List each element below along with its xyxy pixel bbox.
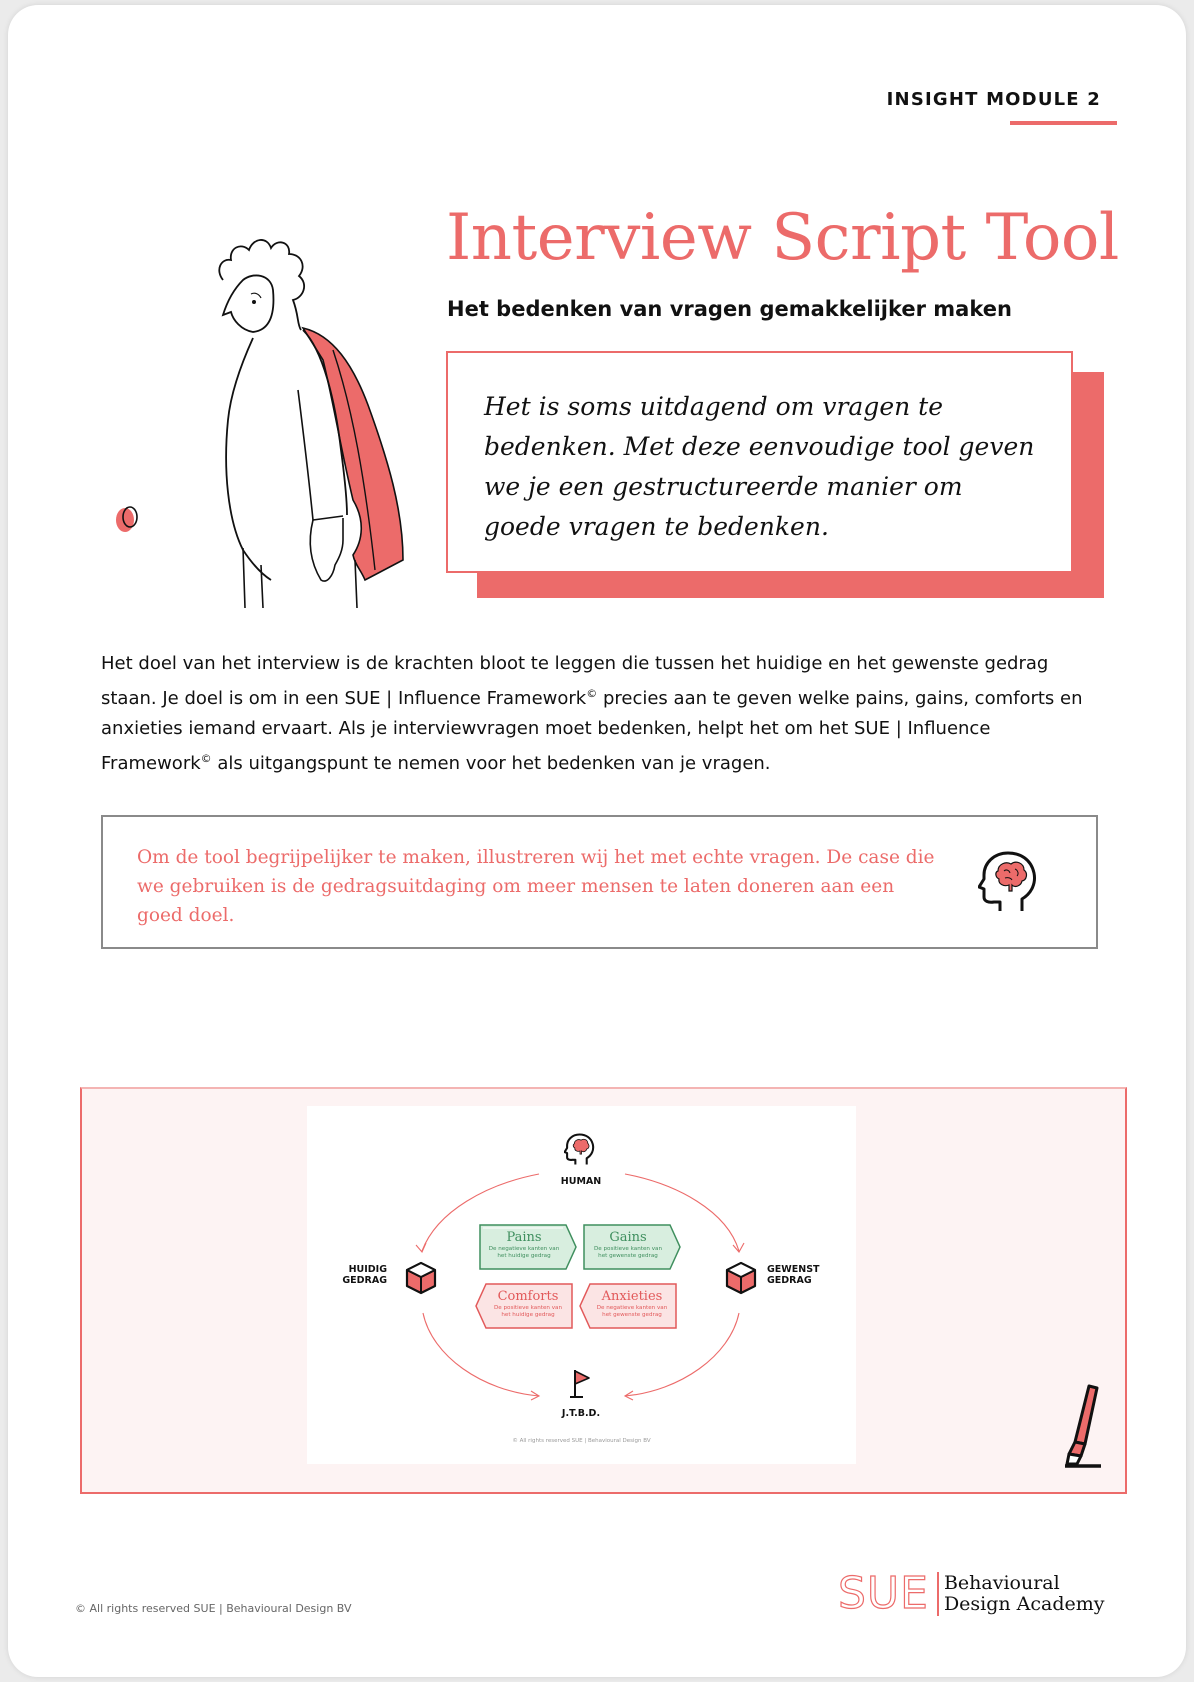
intro-part-2: precies aan te geven welke pains, gains, comforts en anxieties iemand ervaart. Als je interviewvragen moet bedenken, helpt het om het SUE | Influence Framework [101,688,1083,774]
influence-framework-diagram [307,1106,856,1464]
info-text: Om de tool begrijpelijker te maken, illustreren wij het met echte vragen. De case die we gebruiken is de gedragsuitdaging om meer mensen te laten doneren aan een goed doel. [137,847,935,926]
jtbd-label: J.T.B.D. [561,1408,601,1419]
document-page [8,5,1186,1677]
huidig-gedrag-label: HUIDIG GEDRAG [342,1264,387,1286]
logo-text: Behavioural Design Academy [943,1572,1105,1615]
logo-mark: SUE [838,1568,929,1619]
quote-text: Het is soms uitdagend om vragen te bedenken. Met deze eenvoudige tool geven we je een gestructureerde manier om goede vragen te bedenken. [484,392,1035,541]
marker-pen-icon [1039,1384,1103,1470]
flag-icon [569,1368,593,1400]
module-label: INSIGHT MODULE 2 [886,89,1101,110]
chip-anxieties: Anxieties De negatieve kanten van het gewenste gedrag [578,1282,676,1330]
caped-figure-illustration [103,220,423,610]
chip-pains: Pains De negatieve kanten van het huidige gedrag [478,1223,576,1271]
footer-copyright: © All rights reserved SUE | Behavioural Design BV [75,1602,352,1615]
intro-part-1: Het doel van het interview is de krachten bloot te leggen die tussen het huidige en het gewenste gedrag staan. Je doel is om in een SUE | Influence Framework [101,653,1049,709]
intro-part-3: als uitgangspunt te nemen voor het bedenken van je vragen. [211,753,771,774]
chip-gains: Gains De positieve kanten van het gewenste gedrag [582,1223,680,1271]
intro-paragraph [101,649,1101,779]
logo-divider [937,1572,939,1616]
brain-head-icon [564,1132,596,1168]
sue-academy-logo [838,1568,1105,1620]
framework-diagram-panel [80,1087,1127,1494]
diagram-copyright: © All rights reserved SUE | Behavioural Design BV [512,1438,651,1444]
page-subtitle: Het bedenken van vragen gemakkelijker maken [447,297,1012,321]
brain-head-icon [978,849,1040,917]
cube-icon [405,1261,437,1295]
gewenst-gedrag-label: GEWENST GEDRAG [767,1264,820,1286]
egg-icon [116,507,137,532]
cube-icon [725,1261,757,1295]
human-label: HUMAN [560,1176,602,1187]
copyright-mark: © [200,752,212,765]
chip-comforts: Comforts De positieve kanten van het huidige gedrag [474,1282,572,1330]
info-box [101,815,1098,949]
copyright-mark: © [586,687,598,700]
module-underline [1010,121,1117,125]
quote-box [446,351,1073,573]
page-title: Interview Script Tool [446,201,1119,275]
